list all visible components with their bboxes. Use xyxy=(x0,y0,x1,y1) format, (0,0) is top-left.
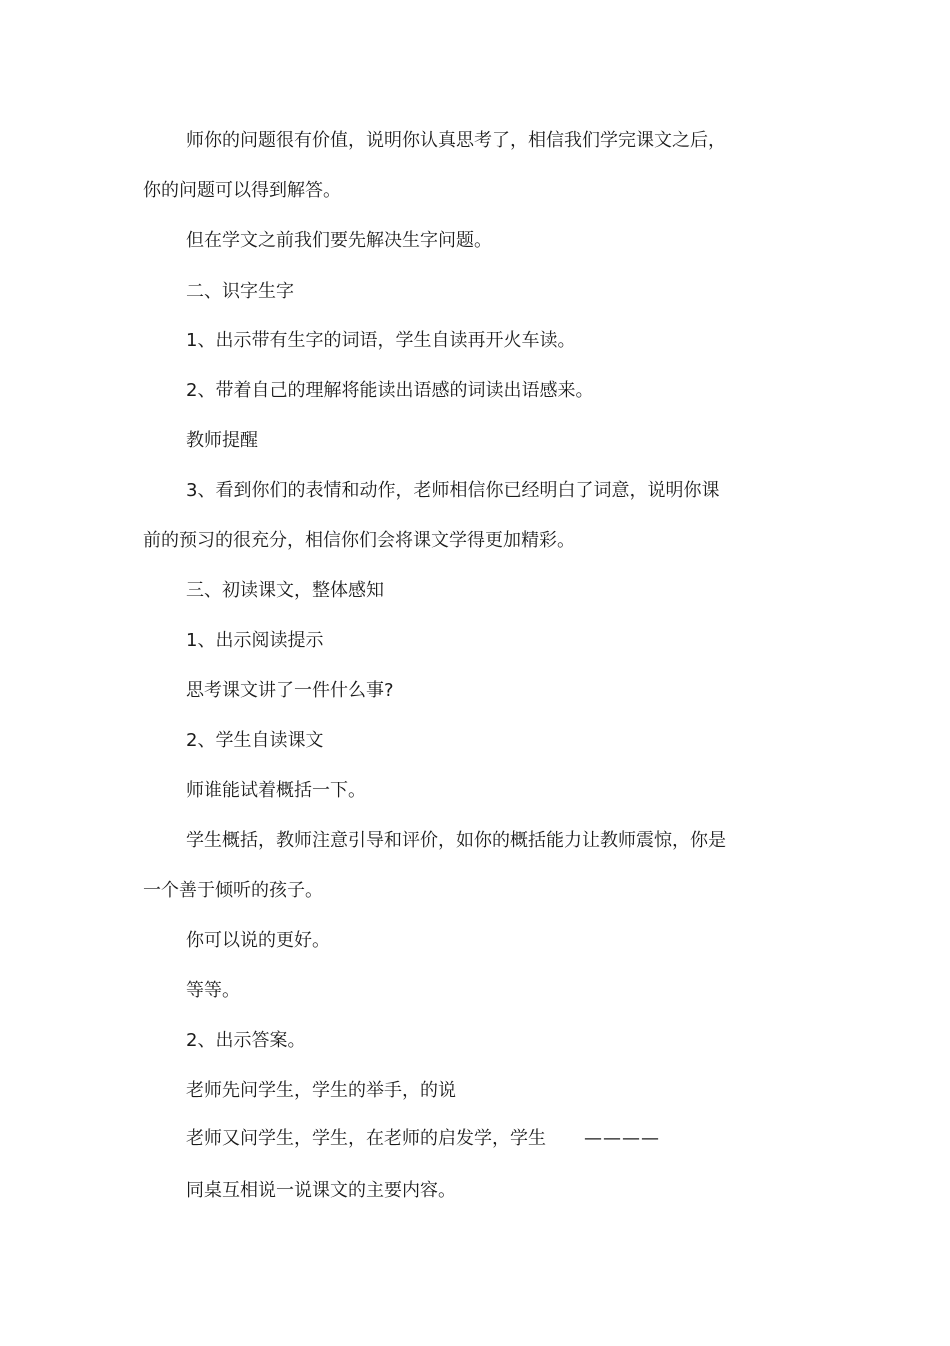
section-heading: 二、识字生字 xyxy=(186,281,294,302)
paragraph-text: 老师又问学生，学生，在老师的启发学，学生 xyxy=(186,1128,546,1149)
section-heading: 三、初读课文，整体感知 xyxy=(186,580,384,601)
paragraph-line: 学生概括，教师注意引导和评价，如你的概括能力让教师震惊，你是 xyxy=(186,830,726,851)
paragraph-line: 2、出示答案。 xyxy=(186,1030,306,1051)
paragraph-line-with-blank xyxy=(186,1126,660,1152)
paragraph-line: 2、带着自己的理解将能读出语感的词读出语感来。 xyxy=(186,380,594,401)
paragraph-line: 1、出示阅读提示 xyxy=(186,630,324,651)
paragraph-line: 师谁能试着概括一下。 xyxy=(186,780,366,801)
paragraph-line: 你的问题可以得到解答。 xyxy=(143,180,341,201)
fill-in-blank-dashes: ———— xyxy=(584,1128,660,1149)
paragraph-line: 思考课文讲了一件什么事? xyxy=(186,680,394,701)
paragraph-line: 你可以说的更好。 xyxy=(186,930,330,951)
paragraph-line: 2、学生自读课文 xyxy=(186,730,324,751)
paragraph-line: 3、看到你们的表情和动作，老师相信你已经明白了词意，说明你课 xyxy=(186,480,720,501)
paragraph-line: 教师提醒 xyxy=(186,430,258,451)
paragraph-line: 一个善于倾听的孩子。 xyxy=(143,880,323,901)
paragraph-line: 1、出示带有生字的词语，学生自读再开火车读。 xyxy=(186,330,576,351)
paragraph-line: 同桌互相说一说课文的主要内容。 xyxy=(186,1180,456,1201)
paragraph-line: 但在学文之前我们要先解决生字问题。 xyxy=(186,230,492,251)
paragraph-line: 等等。 xyxy=(186,980,240,1001)
paragraph-line: 前的预习的很充分，相信你们会将课文学得更加精彩。 xyxy=(143,530,575,551)
paragraph-line: 师你的问题很有价值，说明你认真思考了，相信我们学完课文之后， xyxy=(186,130,726,151)
paragraph-line: 老师先问学生，学生的举手，的说 xyxy=(186,1080,456,1101)
